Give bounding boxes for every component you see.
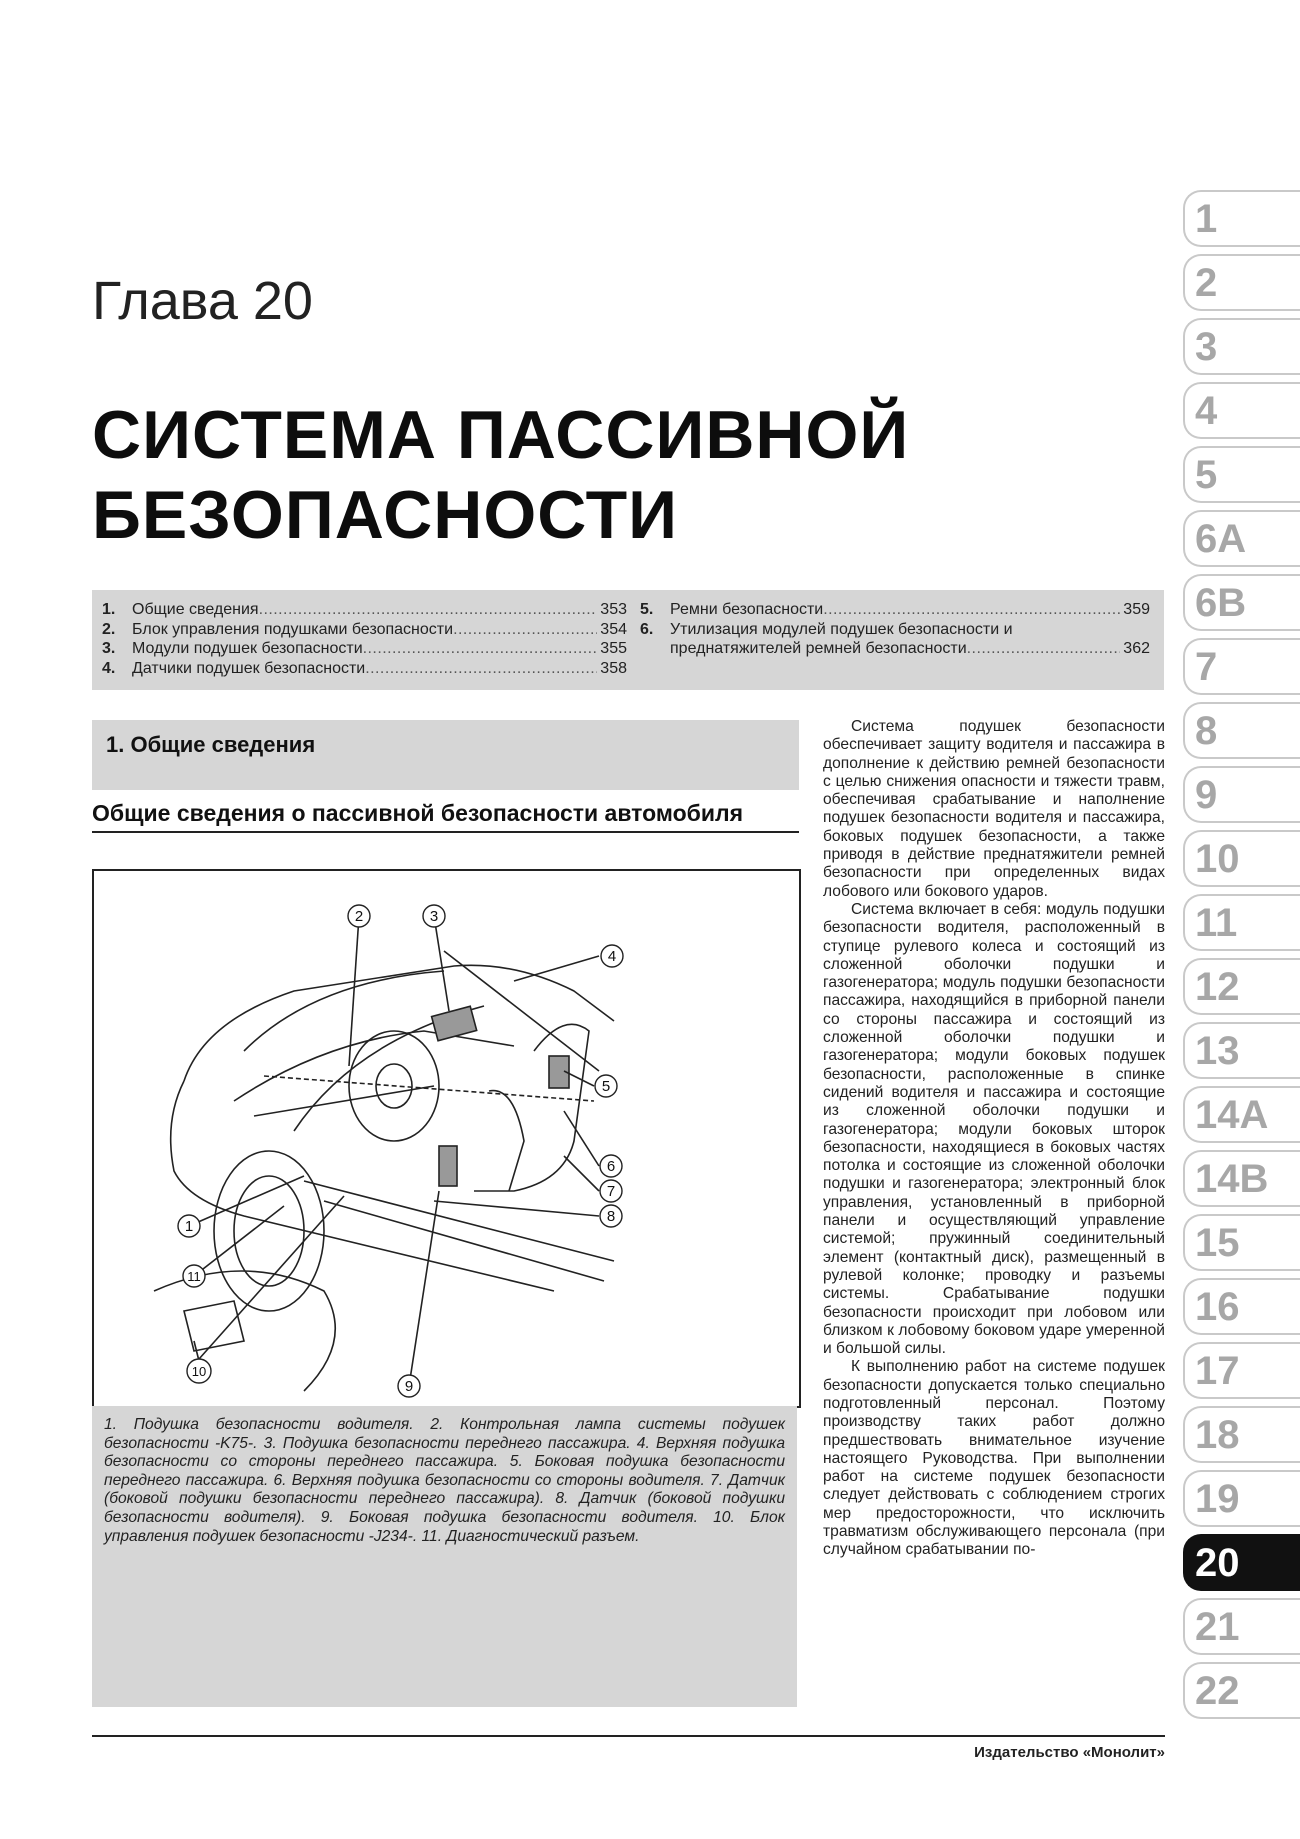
svg-text:4: 4 bbox=[607, 948, 617, 965]
body-text bbox=[823, 718, 1165, 1560]
toc-entry-title: Блок управления подушками безопасности bbox=[132, 620, 454, 638]
toc-entry[interactable] bbox=[640, 620, 1150, 640]
toc-leader-dots bbox=[967, 639, 1121, 659]
toc-entry-number: 5. bbox=[640, 601, 654, 618]
car-interior-drawing bbox=[94, 871, 799, 1406]
chapter-tab-14b[interactable]: 14B bbox=[1183, 1150, 1300, 1207]
body-paragraph-1: Система подушек безопасности обеспечивает защиту водителя и пассажира в дополнение к действию ремней безопасности с целью снижения опасности и тяжести травм, обеспечивая срабатывание и наполнение подушек безопасности водителя и пассажира, боковых подушек безопасности, а также приводя в действие преднатяжители ремней безопасности при определенных видах лобового или бокового ударов. bbox=[823, 718, 1165, 900]
toc-entry-number: 2. bbox=[102, 620, 116, 638]
svg-text:2: 2 bbox=[354, 908, 364, 925]
chapter-tab-22[interactable]: 22 bbox=[1183, 1662, 1300, 1719]
chapter-tab-12[interactable]: 12 bbox=[1183, 958, 1300, 1015]
toc-entry-page: 359 bbox=[1123, 601, 1150, 618]
chapter-title-line-2: БЕЗОПАСНОСТИ bbox=[92, 477, 679, 553]
footer-rule bbox=[92, 1735, 1165, 1737]
chapter-tab-17[interactable]: 17 bbox=[1183, 1342, 1300, 1399]
toc-entry-number: 3. bbox=[102, 640, 116, 657]
callout-8 bbox=[600, 1205, 622, 1227]
toc-leader-dots bbox=[259, 600, 598, 620]
chapter-tab-6b[interactable]: 6B bbox=[1183, 574, 1300, 631]
publisher-name: Издательство «Монолит» bbox=[974, 1744, 1165, 1761]
toc-entry-title: Утилизация модулей подушек безопасности и bbox=[670, 620, 1013, 638]
chapter-tab-15[interactable]: 15 bbox=[1183, 1214, 1300, 1271]
toc-entry-title: Датчики подушек безопасности bbox=[132, 659, 366, 677]
chapter-tab-4[interactable]: 4 bbox=[1183, 382, 1300, 439]
toc-left-column bbox=[102, 600, 627, 678]
chapter-tab-1[interactable]: 1 bbox=[1183, 190, 1300, 247]
svg-text:5: 5 bbox=[601, 1078, 611, 1095]
chapter-tab-3[interactable]: 3 bbox=[1183, 318, 1300, 375]
chapter-tab-5[interactable]: 5 bbox=[1183, 446, 1300, 503]
callout-10 bbox=[187, 1359, 211, 1383]
chapter-tab-19[interactable]: 19 bbox=[1183, 1470, 1300, 1527]
chapter-tab-8[interactable]: 8 bbox=[1183, 702, 1300, 759]
toc-entry[interactable] bbox=[102, 639, 627, 659]
section-heading-box bbox=[92, 720, 799, 790]
subsection-heading: Общие сведения о пассивной безопасности автомобиля bbox=[92, 800, 799, 833]
callout-6 bbox=[600, 1155, 622, 1177]
svg-text:6: 6 bbox=[606, 1158, 616, 1175]
svg-text:1: 1 bbox=[184, 1218, 194, 1235]
chapter-tab-2[interactable]: 2 bbox=[1183, 254, 1300, 311]
toc-entry-page: 358 bbox=[600, 659, 627, 677]
callout-5 bbox=[595, 1075, 617, 1097]
toc-entry-title: Ремни безопасности bbox=[670, 601, 824, 618]
body-paragraph-2: Система включает в себя: модуль подушки безопасности водителя, расположенный в ступице рулевого колеса и состоящий из сложенной оболочки подушки и газогенератора; модуль подушки безопасности пассажира, находящийся в приборной панели со стороны пассажира и состоящий из сложенной оболочки подушки и газогенератора; модули боковых подушек безопасности, расположенные в спинке сидений водителя и пассажира и состоящие из сложенной оболочки подушки и газогенератора; модули боковых шторок безопасности, находящиеся в боковых частях потолка и состоящие из сложенной оболочки подушки и газогенератора; электронный блок управления, установленный в приборной панели и осуществляющий управление системой; пружинный соединительный элемент (контактный диск), размещенный в рулевой колонке; проводку и разъемы системы. Срабатывание подушки безопасности происходит при лобовом или близком к лобовому боковом ударе умеренной и большой силы. bbox=[823, 900, 1165, 1358]
figure-caption: 1. Подушка безопасности водителя. 2. Контрольная лампа системы подушек безопасности -K75-. 3. Подушка безопасности переднего пассажира. 4. Верхняя подушка безопасности со стороны переднего пассажира. 5. Боковая подушка безопасности переднего пассажира. 6. Верхняя подушка безопасности со стороны водителя. 7. Датчик (боковой подушки безопасности переднего пассажира). 8. Датчик (боковой подушки безопасности водителя). 9. Боковая подушка безопасности водителя. 10. Блок управления подушек безопасности -J234-. 11. Диагностический разъем. bbox=[92, 1406, 797, 1707]
toc-entry-title: Модули подушек безопасности bbox=[132, 640, 363, 657]
chapter-title bbox=[92, 395, 909, 555]
toc-entry-page: 355 bbox=[600, 640, 627, 657]
toc-entry-page: 362 bbox=[1123, 640, 1150, 657]
chapter-tab-16[interactable]: 16 bbox=[1183, 1278, 1300, 1335]
chapter-tab-6a[interactable]: 6A bbox=[1183, 510, 1300, 567]
toc-entry[interactable] bbox=[102, 659, 627, 679]
toc-leader-dots bbox=[453, 620, 597, 640]
chapter-tab-9[interactable]: 9 bbox=[1183, 766, 1300, 823]
toc-entry[interactable] bbox=[102, 600, 627, 620]
toc-entry-number: 1. bbox=[102, 601, 116, 618]
svg-text:9: 9 bbox=[404, 1378, 414, 1395]
toc-entry-page: 353 bbox=[600, 601, 627, 618]
toc-entry-number bbox=[640, 639, 670, 659]
chapter-tab-13[interactable]: 13 bbox=[1183, 1022, 1300, 1079]
toc-entry-page: 354 bbox=[600, 620, 627, 638]
toc-leader-dots bbox=[365, 659, 597, 679]
toc-right-column bbox=[640, 600, 1150, 659]
chapter-tab-18[interactable]: 18 bbox=[1183, 1406, 1300, 1463]
body-paragraph-3: К выполнению работ на системе подушек безопасности допускается только специально подготовленный персонал. Поэтому производству таких работ должно предшествовать внимательное изучение настоящего Руководства. При выполнении работ на системе подушек безопасности следует действовать с соблюдением строгих мер предосторожности, что исключить травматизм обслуживающего персонала (при случайном срабатывании по- bbox=[823, 1358, 1165, 1559]
toc-entry[interactable] bbox=[102, 620, 627, 640]
callout-4 bbox=[601, 945, 623, 967]
toc-leader-dots bbox=[823, 600, 1120, 620]
chapter-tab-10[interactable]: 10 bbox=[1183, 830, 1300, 887]
svg-text:10: 10 bbox=[191, 1364, 207, 1379]
chapter-tab-21[interactable]: 21 bbox=[1183, 1598, 1300, 1655]
svg-text:7: 7 bbox=[606, 1183, 616, 1200]
chapter-tab-11[interactable]: 11 bbox=[1183, 894, 1300, 951]
section-heading: 1. Общие сведения bbox=[106, 732, 316, 757]
chapter-title-line-1: СИСТЕМА ПАССИВНОЙ bbox=[92, 397, 910, 473]
toc-entry-number: 6. bbox=[640, 620, 654, 638]
svg-text:3: 3 bbox=[429, 908, 439, 925]
callout-7 bbox=[600, 1180, 622, 1202]
chapter-tab-20[interactable]: 20 bbox=[1183, 1534, 1300, 1591]
chapter-tabs bbox=[1183, 190, 1300, 1726]
chapter-tab-14a[interactable]: 14A bbox=[1183, 1086, 1300, 1143]
toc-entry[interactable] bbox=[640, 600, 1150, 620]
callout-9 bbox=[398, 1375, 420, 1397]
chapter-tab-7[interactable]: 7 bbox=[1183, 638, 1300, 695]
toc-entry-title: Общие сведения bbox=[132, 601, 259, 618]
toc-entry-title: преднатяжителей ремней безопасности bbox=[670, 640, 967, 657]
toc-leader-dots bbox=[363, 639, 598, 659]
svg-text:8: 8 bbox=[606, 1208, 616, 1225]
airbag-layout-figure bbox=[92, 869, 801, 1408]
toc-entry-number: 4. bbox=[102, 659, 116, 677]
table-of-contents bbox=[92, 590, 1164, 690]
callout-2 bbox=[348, 905, 370, 927]
callout-11 bbox=[183, 1265, 205, 1287]
chapter-label: Глава 20 bbox=[92, 271, 313, 331]
toc-entry[interactable] bbox=[640, 639, 1150, 659]
callout-3 bbox=[423, 905, 445, 927]
svg-text:11: 11 bbox=[187, 1269, 201, 1284]
callout-1 bbox=[178, 1215, 200, 1237]
